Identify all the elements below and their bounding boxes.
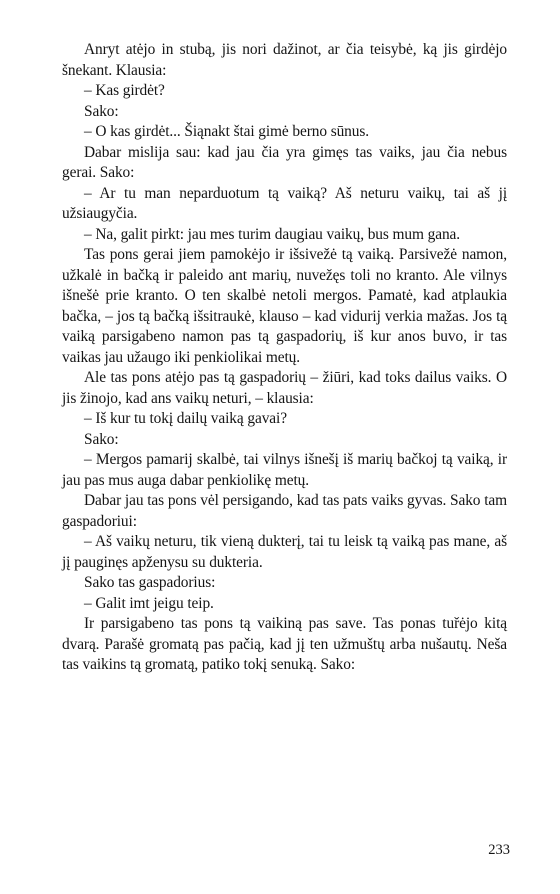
paragraph: Ale tas pons atėjo pas tą gaspadorių – žiūri, kad toks dailus vaiks. O jis žinojo, kad ans vaikų neturi, – klausia: [62, 369, 507, 407]
paragraph: – Iš kur tu tokį dailų vaiką gavai? [84, 410, 287, 427]
paragraph: – O kas girdėt... Šiąnakt štai gimė berno sūnus. [84, 123, 370, 140]
paragraph: – Ar tu man neparduotum tą vaiką? Aš neturu vaikų, tai aš jį užsiaugyčia. [62, 184, 507, 222]
page-number: 233 [488, 842, 510, 858]
paragraph: Ir parsigabeno tas pons tą vaikiną pas save. Tas ponas tuřėjo kitą dvarą. Parašė gromatą pas pačią, kad jį ten užmuštų arba nušautų. Neša tas vaikins tą gromatą, patiko tokį senuką. Sako: [62, 615, 507, 673]
paragraph: Sako: [84, 102, 119, 120]
paragraph: Anryt atėjo in stubą, jis nori dažinot, ar čia teisybė, ką jis girdėjo šnekant. Klausia: [62, 41, 507, 79]
paragraph: – Mergos pamarij skalbė, tai vilnys išnešį iš marių bačkoj tą vaiką, ir jau pas mus auga dabar penkiolikę metų. [62, 451, 507, 489]
body-text [62, 40, 507, 676]
paragraph: – Aš vaikų neturu, tik vieną dukterį, tai tu leisk tą vaiką pas mane, aš jį pauginęs apženysu su dukteria. [62, 533, 507, 571]
paragraph: – Na, galit pirkt: jau mes turim daugiau vaikų, bus mum gana. [84, 225, 461, 243]
paragraph: Dabar mislija sau: kad jau čia yra gimęs tas vaiks, jau čia nebus gerai. Sako: [62, 143, 507, 181]
paragraph: – Kas girdėt? [84, 82, 165, 99]
paragraph: Sako: [84, 430, 119, 448]
paragraph: Dabar jau tas pons vėl persigando, kad tas pats vaiks gyvas. Sako tam gaspadoriui: [62, 492, 507, 530]
paragraph: Tas pons gerai jiem pamokėjo ir išsivežė tą vaiką. Parsivežė namon, užkalė in bačką ir paleido ant marių, nuvežęs toli no kranto. Ale vilnys išnešė prie kranto. O ten skalbė netoli mergos. Pamatė, kad atplaukia bačka, – jos tą bačką išsitraukė, klauso – kad vidurij verkia mažas. Jos tą vaiką parsigabeno namon pas tą gaspadorių, iš kur anos buvo, ir tas vaikas jau užaugo iki penkiolikai metų. [62, 246, 507, 366]
paragraph: – Galit imt jeigu teip. [84, 594, 214, 612]
paragraph: Sako tas gaspadorius: [84, 574, 216, 591]
